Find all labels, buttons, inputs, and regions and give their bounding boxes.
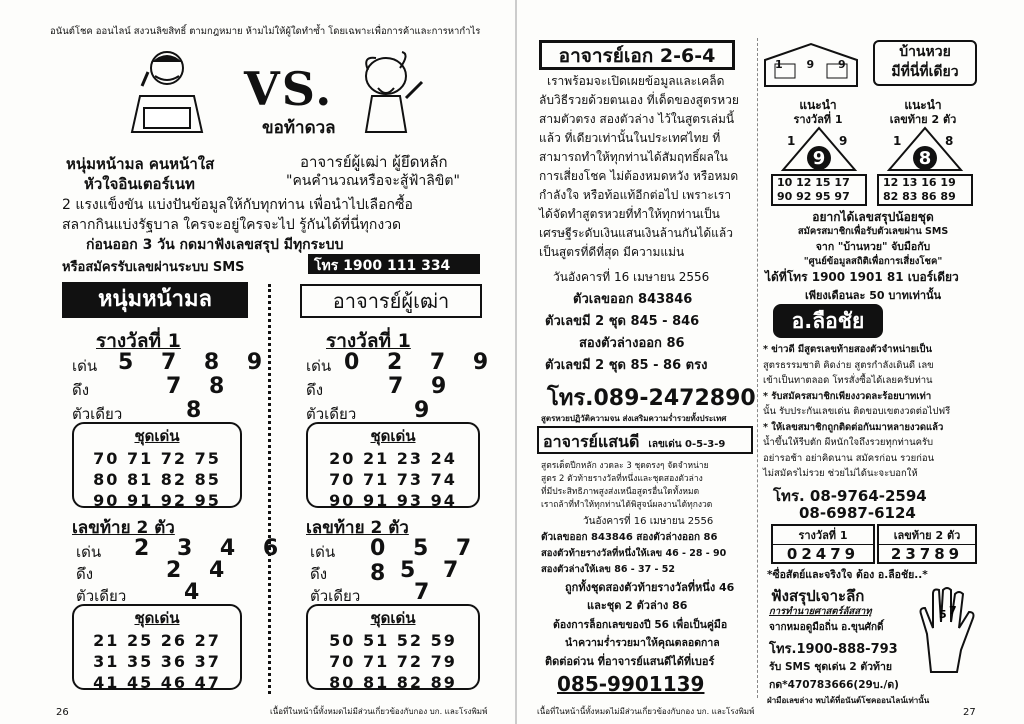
young-lead-digits: 5 7 8 9 (118, 350, 273, 375)
saen-phone: 085-9901139 (557, 672, 705, 696)
saen-result: ตัวเลขออก 843846 สองตัวล่างออก 86 (541, 532, 718, 543)
luechai-prize1-label: รางวัลที่ 1 (773, 526, 873, 545)
ake-body (539, 72, 749, 262)
young-prize1-heading: รางวัลที่ 1 (96, 330, 181, 352)
challenge-subtitle: ขอท้าดวล (262, 118, 336, 138)
young-set1-row: 70 71 72 75 (93, 449, 221, 468)
ake-line: การเสี่ยงโชค ไม่ต้องหมดหวัง หรือหมด (539, 169, 739, 183)
young-last2-heading: เลขท้าย 2 ตัว (72, 518, 175, 538)
ake-row-3: ตัวเลขมี 2 ชุด 85 - 86 ตรง (545, 358, 708, 373)
tri1-left: 1 (787, 134, 796, 148)
young-set2-row: 31 35 36 37 (93, 652, 221, 671)
luechai-line: ไม่สมัครไม่รวย ช่วยไม่ได้นะจะบอกให้ (763, 468, 918, 479)
luechai-last2-label: เลขท้าย 2 ตัว (879, 526, 975, 545)
grid2-row: 12 13 16 19 (883, 176, 956, 189)
tri1-center: 9 (812, 148, 826, 169)
palm-title: ฟังสรุปเจาะลึก (771, 587, 865, 605)
saen-line-1: สองตัวท้ายรางวัลที่หนึ่งให้เลข 46 - 28 - 90 (541, 548, 727, 559)
old-single2-label: ตัวเดียว (310, 587, 361, 605)
man-on-phone-illustration (122, 46, 212, 134)
left-header: อนันต์โชค ออนไลน์ สงวนลิขสิทธิ์ ตามกฎหมาย ห้ามไม่ให้ผู้ใดทำซ้ำ โดยเฉพาะเพื่อการค้าและการหากำไร (50, 26, 481, 37)
luechai-line: น้ำขึ้นให้รีบตัก ผีหนักใจถึงรวยทุกท่านครับ (763, 437, 934, 448)
house-title-box (873, 40, 977, 86)
saen-header (537, 426, 753, 454)
house-fee: เพียงเดือนละ 50 บาทเท่านั้น (804, 289, 942, 302)
tri1-right: 9 (839, 134, 848, 148)
tri2-right: 8 (945, 134, 954, 148)
young-set1-title: ชุดเด่น (134, 427, 180, 445)
house-promo-2: สมัครสมาชิกเพื่อรับตัวเลขผ่าน SMS (797, 226, 949, 237)
young-single-digit: 8 (186, 398, 212, 423)
old-lead2-digits: 0 5 7 8 (370, 536, 482, 586)
hotline-phone: โทร 1900 111 334 (308, 254, 480, 274)
right-page (515, 0, 1024, 724)
house-phone: ได้ที่โทร 1900 1901 81 เบอร์เดียว (765, 270, 959, 284)
young-set2-box (72, 604, 242, 690)
saen-line: เราถล้าที่ทำให้ทุกท่านได้พิสูจน์ผลงานได้ทุกงวด (541, 500, 713, 510)
young-lead2-label: เด่น (76, 543, 102, 561)
saen-line-5: ต้องการล็อกเลขของปี 56 เพื่อเป็นคู่มือ (553, 619, 728, 631)
luechai-body (763, 342, 979, 482)
luechai-last2-box (877, 524, 977, 564)
old-subtitle: "คนคำนวณหรือจะสู้ฟ้าลิขิต" (286, 173, 460, 189)
tri2-center: 8 (918, 148, 932, 169)
saen-line: ที่มีประสิทธิภาพสูงส่งเหนือสูตรอื่นใดทั้งหมด (541, 487, 700, 497)
ake-line: สามตัวตรง สองตัวล่าง ไว้ในสูตรเล่มนี้ (539, 112, 735, 126)
old-set1-title: ชุดเด่น (370, 427, 416, 445)
ake-line: กำลังใจ หรือท้อแท้อีกต่อไป เพราะเรา (539, 188, 732, 202)
luechai-prize1-value: 02479 (786, 545, 860, 563)
svg-text:5: 5 (939, 608, 947, 621)
ake-phone: โทร.089-2472890 (547, 386, 756, 411)
house-promo-3: จาก "บ้านหวย" จับมือกับ (815, 241, 931, 253)
saen-line-4: และชุด 2 ตัวล่าง 86 (587, 599, 688, 612)
house-digits: 1 9 9 (775, 58, 856, 71)
saen-line-3: ถูกทั้งชุดสองตัวท้ายรางวัลที่หนึ่ง 46 (565, 581, 735, 594)
ake-title: อาจารย์เอก 2-6-4 (539, 40, 735, 70)
left-footer-note: เนื้อที่ในหน้านี้ทั้งหมดไม่มีส่วนเกี่ยวข้องกับกอง บก. และโรงพิมพ์ (270, 707, 488, 716)
young-set2-row: 21 25 26 27 (93, 631, 221, 650)
ake-line: แล้ว ที่เดียวเท่านั้นในประเทศไทย ที่ (539, 131, 721, 145)
house-promo-4: "ศูนย์ข้อมูลสถิติเพื่อการเสี่ยงโชค" (803, 256, 943, 267)
vs-text: VS. (244, 62, 334, 116)
luechai-line: อย่ารอช้า อย่าคิดนาน สมัครก่อน รวยก่อน (763, 452, 935, 464)
young-set1-box (72, 422, 242, 508)
ake-line: สามารถทำให้ทุกท่านได้สัมฤทธิ์ผลใน (539, 150, 728, 164)
ake-row-2: สองตัวล่างออก 86 (579, 336, 685, 351)
young-set1-row: 80 81 82 85 (93, 470, 221, 489)
old-set1-row: 20 21 23 24 (329, 449, 457, 468)
old-dim2-label: ดึง (310, 565, 328, 583)
palm-hand-icon (917, 584, 977, 676)
saen-title: อาจารย์แสนดี (543, 432, 640, 451)
old-set2-row: 50 51 52 59 (329, 631, 457, 650)
old-set1-row: 70 71 73 74 (329, 470, 457, 489)
luechai-line: * ข่าวดี มีสูตรเลขท้ายสองตัวจำหน่ายเป็น (763, 344, 932, 355)
luechai-line: สูตรธรรมชาติ คิดง่าย สูตรกำลังเดินดี เลข (763, 359, 934, 371)
young-lead-label: เด่น (72, 357, 98, 375)
saen-date: วันอังคารที่ 16 เมษายน 2556 (583, 516, 714, 527)
young-subtitle: หัวใจอินเตอร์เนท (84, 175, 195, 193)
saen-line-7: ติดต่อด่วน ที่อาจารย์แสนดีได้ที่เบอร์ (545, 655, 715, 668)
ake-result: ตัวเลขออก 843846 (573, 292, 693, 307)
ake-date: วันอังคารที่ 16 เมษายน 2556 (553, 270, 710, 284)
old-set2-box (306, 604, 480, 690)
rec1-label: แนะนำ (799, 98, 837, 112)
old-lead2-label: เด่น (310, 543, 336, 561)
old-prize1-heading: รางวัลที่ 1 (326, 330, 411, 352)
house-title-2: มีที่นี่ที่เดียว (891, 64, 959, 80)
saen-code: เลขเด่น 0-5-3-9 (648, 439, 726, 450)
ake-row-1: ตัวเลขมี 2 ชุด 845 - 846 (545, 314, 700, 329)
old-last2-heading: เลขท้าย 2 ตัว (306, 518, 409, 538)
saen-line: สูตรเด็ดปีกหลัก งวดละ 3 ชุดตรงๆ จัดจำหน่าย (541, 461, 709, 471)
young-single2-label: ตัวเดียว (76, 587, 127, 605)
saen-line: สูตร 2 ตัวท้ายรางวัลที่หนึ่งและชุดสองตัวล่าง (541, 474, 703, 484)
young-dim2-label: ดึง (76, 565, 94, 583)
young-set2-row: 41 45 46 47 (93, 673, 221, 692)
right-footer-note: เนื้อที่ในหน้านี้ทั้งหมดไม่มีส่วนเกี่ยวข้องกับกอง บก. และโรงพิมพ์ (537, 707, 755, 716)
grid2-row: 82 83 86 89 (883, 190, 956, 203)
young-dim-digits: 7 8 (166, 374, 235, 399)
luechai-line: เข้าเป็นทาตลอด โทรสั่งซื้อได้เลยครับท่าน (763, 375, 933, 386)
palm-reader: จากหมอดูมือถิ่น อ.ขุนศักดิ์ (769, 622, 884, 633)
old-column-title: อาจารย์ผู้เฒ่า (300, 284, 482, 318)
ake-line: เศรษฐีระดับเงินแสนเงินล้านกันได้แล้ว (539, 226, 734, 240)
luechai-prize1-box (771, 524, 875, 564)
tri2-left: 1 (893, 134, 902, 148)
svg-text:7: 7 (949, 604, 957, 617)
old-set2-row: 80 81 82 89 (329, 673, 457, 692)
saen-body (541, 460, 755, 512)
rec2-label: แนะนำ (904, 98, 942, 112)
old-set2-row: 70 71 72 79 (329, 652, 457, 671)
old-name: อาจารย์ผู้เฒ่า ผู้ยึดหลัก (300, 153, 448, 171)
house-promo-1: อยากได้เลขสรุปน้อยชุด (812, 210, 934, 224)
young-single2-digit: 4 (184, 580, 210, 605)
desc-line-1: 2 แรงแข็งขัน แบ่งปันข้อมูลให้กับทุกท่าน เพื่อนำไปเลือกซื้อ (62, 197, 413, 213)
ake-line: เป็นสูตรที่ดีที่สุด มีความแม่น (539, 245, 685, 259)
grid2-box (877, 174, 973, 206)
young-name: หนุ่มหน้ามล คนหน้าใส (66, 155, 215, 173)
right-page-number: 27 (963, 707, 976, 718)
luechai-title: อ.ลือชัย (773, 304, 883, 338)
column-divider (268, 284, 271, 694)
ake-line: เราพร้อมจะเปิดเผยข้อมูลและเคล็ด (547, 74, 725, 88)
old-set1-row: 90 91 93 94 (329, 491, 457, 510)
old-single-label: ตัวเดียว (306, 405, 357, 423)
right-column-divider (757, 38, 758, 698)
old-set1-box (306, 422, 480, 508)
old-single2-digit: 7 (414, 580, 440, 605)
young-set2-title: ชุดเด่น (134, 609, 180, 627)
young-dim-label: ดึง (72, 381, 90, 399)
palm-phone: โทร.1900-888-793 (769, 642, 898, 657)
grid1-row: 10 12 15 17 (777, 176, 850, 189)
old-dim-digits: 7 9 (388, 374, 457, 399)
young-lead2-digits: 2 3 4 6 (134, 536, 289, 561)
luechai-phone-2: 08-6987-6124 (799, 504, 916, 522)
luechai-line: * รับสมัครสมาชิกเพียงงวดละร้อยบาทเท่า (763, 390, 932, 402)
house-title-1: บ้านหวย (899, 44, 951, 60)
palm-sms: รับ SMS ชุดเด่น 2 ตัวท้าย (769, 661, 893, 673)
grid1-box (771, 174, 867, 206)
desc-line-2: สลากกินแบ่งรัฐบาล ใครจะอยู่ใครจะไป รู้กันได้ที่นี่ทุกงวด (62, 217, 402, 233)
desc-line-3: ก่อนออก 3 วัน กดมาฟังเลขสรุป มีทุกระบบ (86, 237, 344, 253)
palm-subtitle: การทำนายศาสตร์ลัสสาทุ (769, 606, 872, 617)
old-single-digit: 9 (414, 398, 440, 423)
young-set1-row: 90 91 92 95 (93, 491, 221, 510)
old-lead-digits: 0 2 7 9 (344, 350, 499, 375)
luechai-last2-value: 23789 (890, 545, 964, 563)
old-set2-title: ชุดเด่น (370, 609, 416, 627)
palm-note: ฝ่ามือเลขล่าง พบได้ที่อนันต์โชคออนไลน์เท่านั้น (767, 696, 930, 705)
luechai-phone-1: โทร. 08-9764-2594 (773, 487, 927, 505)
left-page-number: 26 (56, 707, 69, 718)
luechai-line: นั้น รับประกันเลขเด่น ติดขอบเขตงวดต่อไปฟรี (763, 406, 951, 417)
luechai-line: * ให้เลขสมาชิกถูกติดต่อกันมาหลายงวดแล้ว (763, 421, 944, 433)
rec2-sub: เลขท้าย 2 ตัว (889, 113, 957, 126)
ake-note: สูตรหวยปฏิวัติความจน ส่งเสริมความร่ำรวยทั้งประเทศ (541, 414, 727, 423)
desc-line-4: หรือสมัครรับเลขผ่านระบบ SMS (62, 260, 245, 275)
saen-line-2: สองตัวล่างให้เลข 86 - 37 - 52 (541, 564, 675, 575)
old-dim2-digits: 5 7 (400, 558, 469, 583)
grid1-row: 90 92 95 97 (777, 190, 850, 203)
palm-code: กด*470783666(29บ./ด) (769, 679, 899, 691)
old-lead-label: เด่น (306, 357, 332, 375)
old-dim-label: ดึง (306, 381, 324, 399)
luechai-motto: *ซื่อสัตย์และจริงใจ ต้อง อ.ลือชัย..* (767, 569, 928, 581)
ake-line: ลับวิธีรวยด้วยตนเอง ที่เด็ดของสูตรหวย (539, 93, 739, 107)
saen-line-6: นำความร่ำรวยมาให้คุณตลอดกาล (565, 637, 720, 649)
ake-line: ได้จัดทำสูตรหวยที่ทำให้ทุกท่านเป็น (539, 207, 720, 221)
young-column-title: หนุ่มหน้ามล (62, 282, 248, 318)
young-dim2-digits: 2 4 (166, 558, 235, 583)
rec1-sub: รางวัลที่ 1 (793, 113, 843, 126)
old-man-caricature-illustration (342, 48, 432, 134)
young-single-label: ตัวเดียว (72, 405, 123, 423)
